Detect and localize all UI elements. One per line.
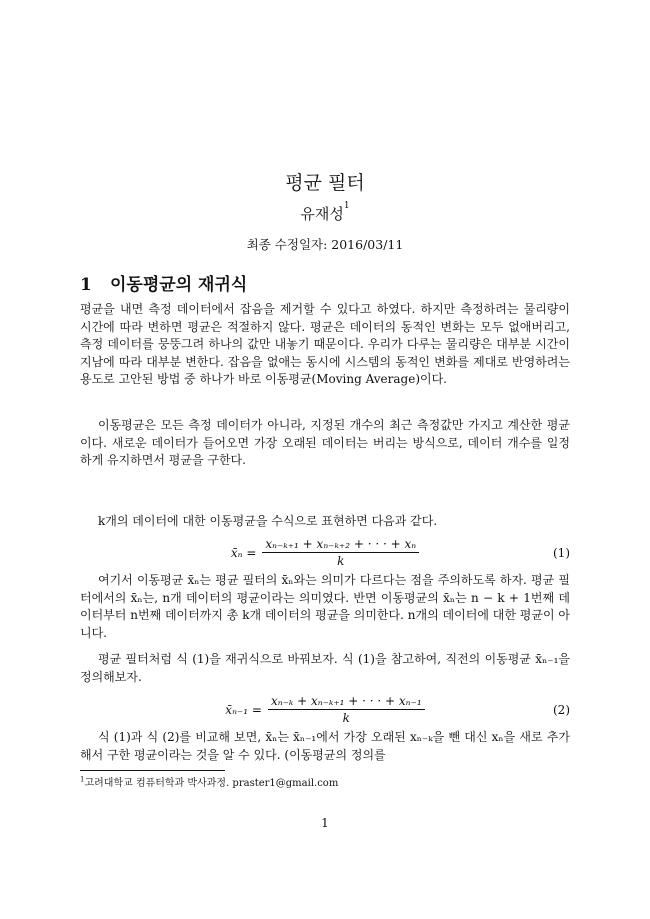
author-footnote-mark: 1 xyxy=(343,201,350,211)
footnote xyxy=(80,774,338,789)
paragraph: k개의 데이터에 대한 이동평균을 수식으로 표현하면 다음과 같다. xyxy=(98,514,438,528)
paper-title: 평균 필터 xyxy=(285,172,365,194)
author-line xyxy=(0,203,650,224)
paragraph: 이동평균은 모든 측정 데이터가 아니라, 지정된 개수의 최근 측정값만 가지고 계산한 평균이다. 새로운 데이터가 들어오면 가장 오래된 데이터는 버리는 방식으로, 데이터 개수를 일정하게 유지하면서 평균을 구한다. xyxy=(80,418,570,467)
fraction xyxy=(268,694,425,725)
section-heading xyxy=(80,270,247,295)
equation-number: (2) xyxy=(553,703,570,717)
fraction-denominator: k xyxy=(342,711,350,725)
fraction-denominator: k xyxy=(337,554,345,568)
fraction-numerator: xₙ₋ₖ₊₁ + xₙ₋ₖ₊₂ + · · · + xₙ xyxy=(262,537,419,553)
footnote-mark: 1 xyxy=(80,775,85,784)
author-name: 유재성 xyxy=(300,205,344,223)
equation-number: (1) xyxy=(553,546,570,560)
revision-date: 최종 수정일자: 2016/03/11 xyxy=(246,237,404,252)
equation-2 xyxy=(80,694,570,728)
fraction-numerator: xₙ₋ₖ + xₙ₋ₖ₊₁ + · · · + xₙ₋₁ xyxy=(268,694,425,710)
equation-lhs: x̄ₙ₋₁ = xyxy=(225,702,262,717)
paragraph: 평균을 내면 측정 데이터에서 잡음을 제거할 수 있다고 하였다. 하지만 측정하려는 물리량이 시간에 따라 변하면 평균은 적절하지 않다. 평균은 데이터의 동적인 변화는 모두 없애버리고, 측정 데이터를 뭉뚱그려 하나의 값만 내놓기 때문이다. 우리가 다루는 물리량은 대부분 시간이 지남에 따라 대부분 변한다. 잡음을 없애는 동시에 시스템의 동적인 변화를 제대로 반영하려는 용도로 고안된 방법 중 하나가 바로 이동평균(Moving Average)이다. xyxy=(80,302,570,386)
equation-1 xyxy=(80,537,570,571)
equation-lhs: x̄ₙ = xyxy=(230,545,257,560)
paragraph: 평균 필터처럼 식 (1)을 재귀식으로 바꿔보자. 식 (1)을 참고하여, 직전의 이동평균 x̄ₙ₋₁을 정의해보자. xyxy=(80,652,570,684)
footnote-text: 고려대학교 컴퓨터학과 박사과정. praster1@gmail.com xyxy=(84,778,339,789)
footnote-rule xyxy=(80,770,225,771)
paragraph: 여기서 이동평균 x̄ₙ는 평균 필터의 x̄ₙ와는 의미가 다르다는 점을 주의하도록 하자. 평균 필터에서의 x̄ₙ는, n개 데이터의 평균이라는 의미였다. 반면 이동평균의 x̄ₙ는 n − k + 1번째 데이터부터 n번째 데이터까지 총 k개 데이터의 평균을 의미한다. n개의 데이터에 대한 평균이 아니다. xyxy=(80,573,570,640)
page-number: 1 xyxy=(321,816,329,830)
fraction xyxy=(262,537,419,568)
section-title: 이동평균의 재귀식 xyxy=(110,275,248,295)
section-number: 1 xyxy=(80,275,92,295)
paragraph: 식 (1)과 식 (2)를 비교해 보면, x̄ₙ는 x̄ₙ₋₁에서 가장 오래된 xₙ₋ₖ을 뺀 대신 xₙ을 새로 추가해서 구한 평균이라는 것을 알 수 있다. (이동평균의 정의를 xyxy=(80,730,570,762)
